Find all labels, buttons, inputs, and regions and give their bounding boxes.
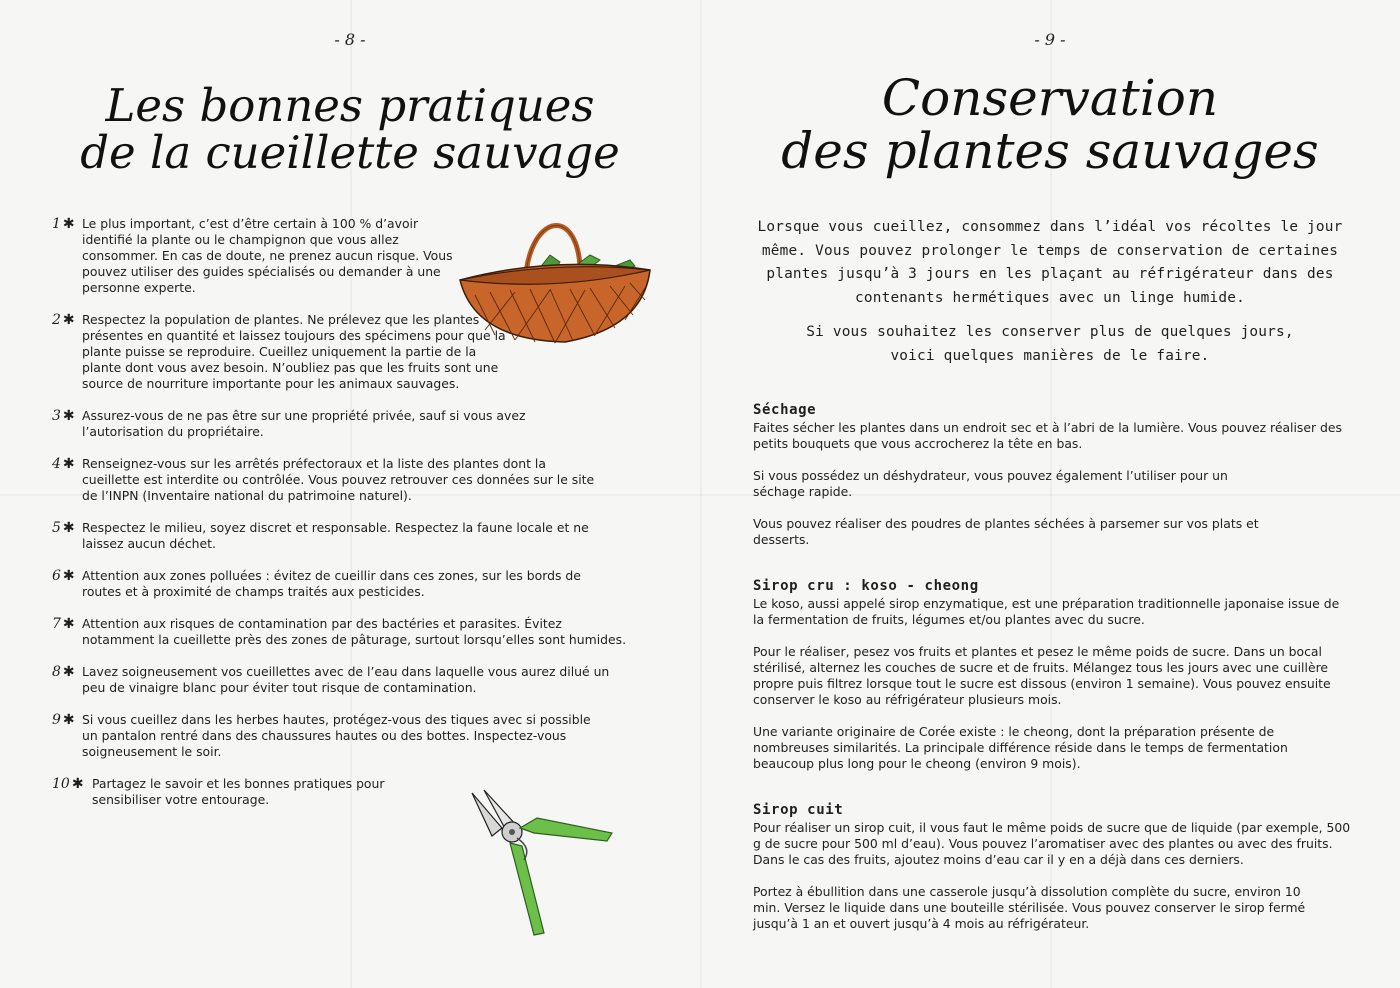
list-item [52, 216, 472, 296]
section-paragraph: Portez à ébullition dans une casserole jusqu’à dissolution complète du sucre, environ 10 min. Versez le liquide dans une bouteille stérilisée. Vous pouvez conserver le sirop fermé jusqu’à 1 an et ouvert jusqu’à 4 mois au réfrigérateur. [753, 884, 1306, 931]
page-number: - 8 - [334, 30, 366, 49]
section-sirop-cuit [753, 802, 1353, 948]
tip-number: 7 ✱ [52, 616, 75, 632]
list-item [52, 664, 612, 696]
tip-text: Assurez-vous de ne pas être sur une propriété privée, sauf si vous avez l’autorisation du propriétaire. [82, 408, 526, 439]
tip-text: Attention aux risques de contamination par des bactéries et parasites. Évitez notamment la cueillette près des zones de pâturage, surtout lorsqu’elles sont humides. [82, 616, 627, 647]
tip-number: 5 ✱ [52, 520, 75, 536]
title-line: des plantes sauvages [781, 121, 1319, 180]
tip-text: Lavez soigneusement vos cueillettes avec de l’eau dans laquelle vous aurez dilué un peu de vinaigre blanc pour éviter tout risque de contamination. [82, 664, 610, 695]
basket-illustration [455, 200, 655, 355]
tip-number: 1 ✱ [52, 216, 75, 232]
tip-text: Respectez la population de plantes. Ne prélevez que les plantes présentes en quantité et laissez toujours des spécimens pour que la plante puisse se reproduire. Cueillez uniquement la partie de la plante dont vous avez besoin. N’oubliez pas que les fruits sont une source de nourriture importante pour les animaux sauvages. [82, 312, 506, 391]
tip-number: 3 ✱ [52, 408, 75, 424]
title-line: Les bonnes pratiques [105, 79, 595, 132]
page-title [700, 69, 1400, 180]
tip-number: 4 ✱ [52, 456, 75, 472]
star-icon: ✱ [62, 616, 75, 632]
tip-text: Renseignez-vous sur les arrêtés préfectoraux et la liste des plantes dont la cueillette est interdite ou contrôlée. Vous pouvez retrouver ces données sur le site de l’INPN (Inventaire national du patrimoine naturel). [82, 456, 595, 503]
tip-text: Attention aux zones polluées : évitez de cueillir dans ces zones, sur les bords de routes et à proximité de champs traités aux pesticides. [82, 568, 581, 599]
intro-text [750, 216, 1350, 379]
list-item [52, 712, 602, 760]
tip-number: 6 ✱ [52, 568, 75, 584]
page-title [0, 79, 700, 180]
tip-number: 8 ✱ [52, 664, 75, 680]
tip-number: 2 ✱ [52, 312, 75, 328]
section-sirop-cru [753, 578, 1353, 788]
star-icon: ✱ [62, 216, 75, 232]
tip-text: Partagez le savoir et les bonnes pratiques pour sensibiliser votre entourage. [92, 776, 385, 807]
section-paragraph: Une variante originaire de Corée existe : le cheong, dont la préparation présente de nombreuses similarités. La principale différence réside dans le temps de fermentation beaucoup plus long pour le cheong (environ 9 mois). [753, 724, 1288, 771]
section-paragraph: Faites sécher les plantes dans un endroit sec et à l’abri de la lumière. Vous pouvez réaliser des petits bouquets que vous accrocherez la tête en bas. [753, 420, 1342, 451]
star-icon: ✱ [62, 520, 75, 536]
list-item [52, 312, 512, 392]
list-item [52, 520, 617, 552]
star-icon: ✱ [62, 712, 75, 728]
tip-text: Si vous cueillez dans les herbes hautes, protégez-vous des tiques avec si possible un pantalon rentré dans des chaussures hautes ou des bottes. Inspectez-vous soigneusement le soir. [82, 712, 591, 759]
list-item [52, 408, 587, 440]
pruning-shears-illustration [462, 788, 622, 938]
title-line: Conservation [881, 69, 1219, 127]
intro-paragraph: Si vous souhaitez les conserver plus de quelques jours, voici quelques manières de le faire. [806, 324, 1294, 364]
section-paragraph: Vous pouvez réaliser des poudres de plantes séchées à parsemer sur vos plats et desserts. [753, 516, 1259, 547]
section-heading: Sirop cru : koso - cheong [753, 578, 979, 594]
list-item [52, 568, 617, 600]
section-paragraph: Pour réaliser un sirop cuit, il vous faut le même poids de sucre que de liquide (par exemple, 500 g de sucre pour 500 ml d’eau). Vous pouvez l’aromatiser avec des plantes ou avec des fruits. Dans le cas des fruits, ajoutez moins d’eau car il y en a déjà dans ces derniers. [753, 820, 1351, 867]
section-paragraph: Le koso, aussi appelé sirop enzymatique, est une préparation traditionnelle japonaise issue de la fermentation de fruits, légumes et/ou plantes avec du sucre. [753, 596, 1340, 627]
section-heading: Séchage [753, 402, 817, 418]
list-item [52, 456, 607, 504]
star-icon: ✱ [62, 408, 75, 424]
section-heading: Sirop cuit [753, 802, 844, 818]
tip-text: Respectez le milieu, soyez discret et responsable. Respectez la faune locale et ne laissez aucun déchet. [82, 520, 589, 551]
tip-number: 9 ✱ [52, 712, 75, 728]
page-number: - 9 - [1034, 30, 1066, 49]
star-icon: ✱ [62, 664, 75, 680]
star-icon: ✱ [62, 568, 75, 584]
list-item [52, 776, 452, 808]
title-line: de la cueillette sauvage [80, 126, 620, 180]
section-paragraph: Pour le réaliser, pesez vos fruits et plantes et pesez le même poids de sucre. Dans un bocal stérilisé, alternez les couches de sucre et de fruits. Mélangez tous les jours avec une cuillère propre puis filtrez lorsque tout le sucre est dissous (environ 1 semaine). Vous pouvez ensuite conserver le koso au réfrigérateur plusieurs mois. [753, 644, 1331, 707]
tip-number: 10 ✱ [52, 776, 84, 792]
star-icon: ✱ [62, 312, 75, 328]
section-sechage [753, 402, 1353, 564]
right-page [700, 0, 1400, 988]
tip-text: Le plus important, c’est d’être certain à 100 % d’avoir identifié la plante ou le champignon que vous allez consommer. En cas de doute, ne prenez aucun risque. Vous pouvez utiliser des guides spécialisés ou demander à une personne experte. [82, 216, 453, 295]
star-icon: ✱ [71, 776, 84, 792]
star-icon: ✱ [62, 456, 75, 472]
intro-paragraph: Lorsque vous cueillez, consommez dans l’idéal vos récoltes le jour même. Vous pouvez prolonger le temps de conservation de certaines plantes jusqu’à 3 jours en les plaçant au réfrigérateur dans des contenants hermétiques avec un linge humide. [757, 219, 1343, 306]
list-item [52, 616, 637, 648]
section-paragraph: Si vous possédez un déshydrateur, vous pouvez également l’utiliser pour un séchage rapide. [753, 468, 1228, 499]
